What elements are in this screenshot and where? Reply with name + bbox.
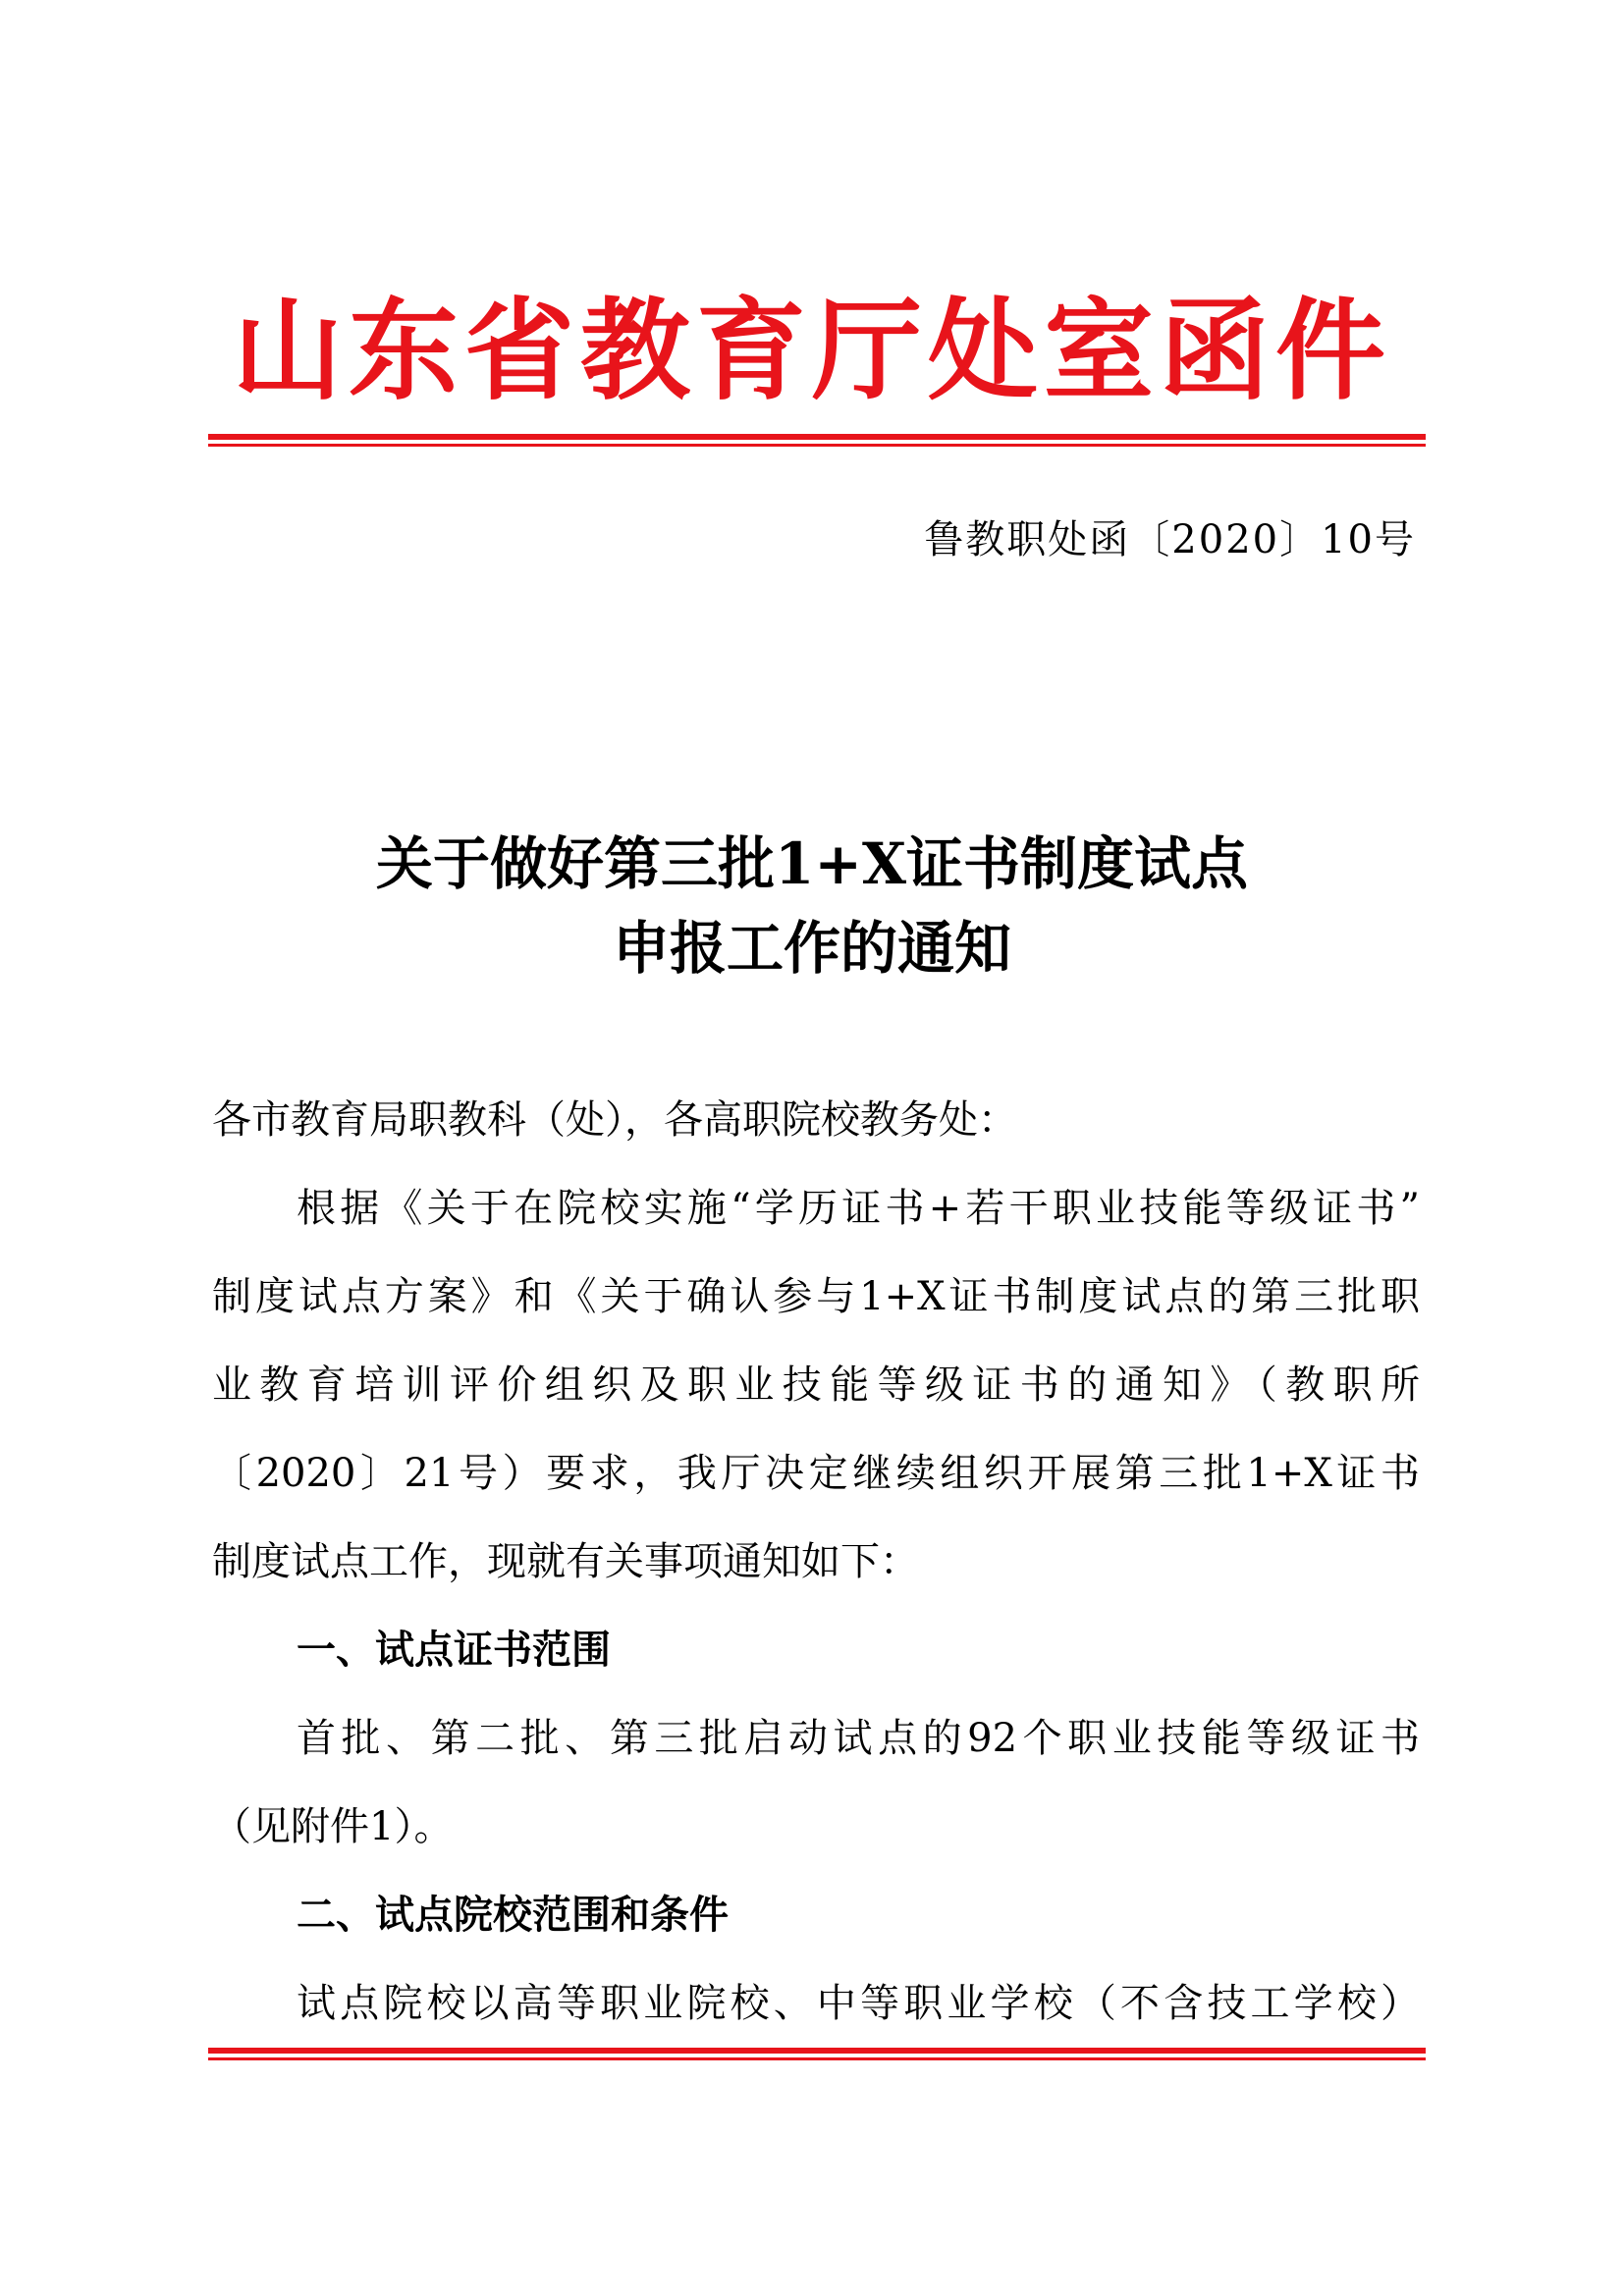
document-number: 鲁教职处函〔2020〕10号 [924,517,1416,562]
document-title-line-2: 申报工作的通知 [612,915,1011,982]
paragraph-1-line-1: 根据《关于在院校实施“学历证书+若干职业技能等级证书” [297,1186,1420,1231]
section-1-line-2: （见附件1）。 [212,1804,454,1849]
footer-red-rule [208,2048,1426,2063]
section-1-heading: 一、试点证书范围 [297,1628,611,1673]
section-2-heading: 二、试点院校范围和条件 [297,1893,729,1938]
masthead-red-rule [208,434,1426,450]
section-1-line-1: 首批、第二批、第三批启动试点的92个职业技能等级证书 [297,1716,1420,1761]
paragraph-1-line-2: 制度试点方案》和《关于确认参与1+X证书制度试点的第三批职 [212,1274,1420,1319]
paragraph-1-line-3: 业教育培训评价组织及职业技能等级证书的通知》（教职所 [212,1362,1420,1408]
document-body [212,1076,1420,2048]
red-rule-thin [208,2057,1426,2060]
red-rule-thin [208,444,1426,447]
paragraph-1-line-4: 〔2020〕21号）要求，我厅决定继续组织开展第三批1+X证书 [212,1451,1420,1496]
red-rule-thick [208,2048,1426,2054]
paragraph-1-line-5: 制度试点工作，现就有关事项通知如下： [212,1539,919,1584]
masthead-title: 山东省教育厅处室函件 [233,288,1391,415]
red-rule-thick [208,434,1426,440]
salutation: 各市教育局职教科（处），各高职院校教务处： [212,1097,1017,1143]
section-2-line-1: 试点院校以高等职业院校、中等职业学校（不含技工学校） [297,1981,1420,2026]
document-title-line-1: 关于做好第三批1+X证书制度试点 [376,830,1248,897]
